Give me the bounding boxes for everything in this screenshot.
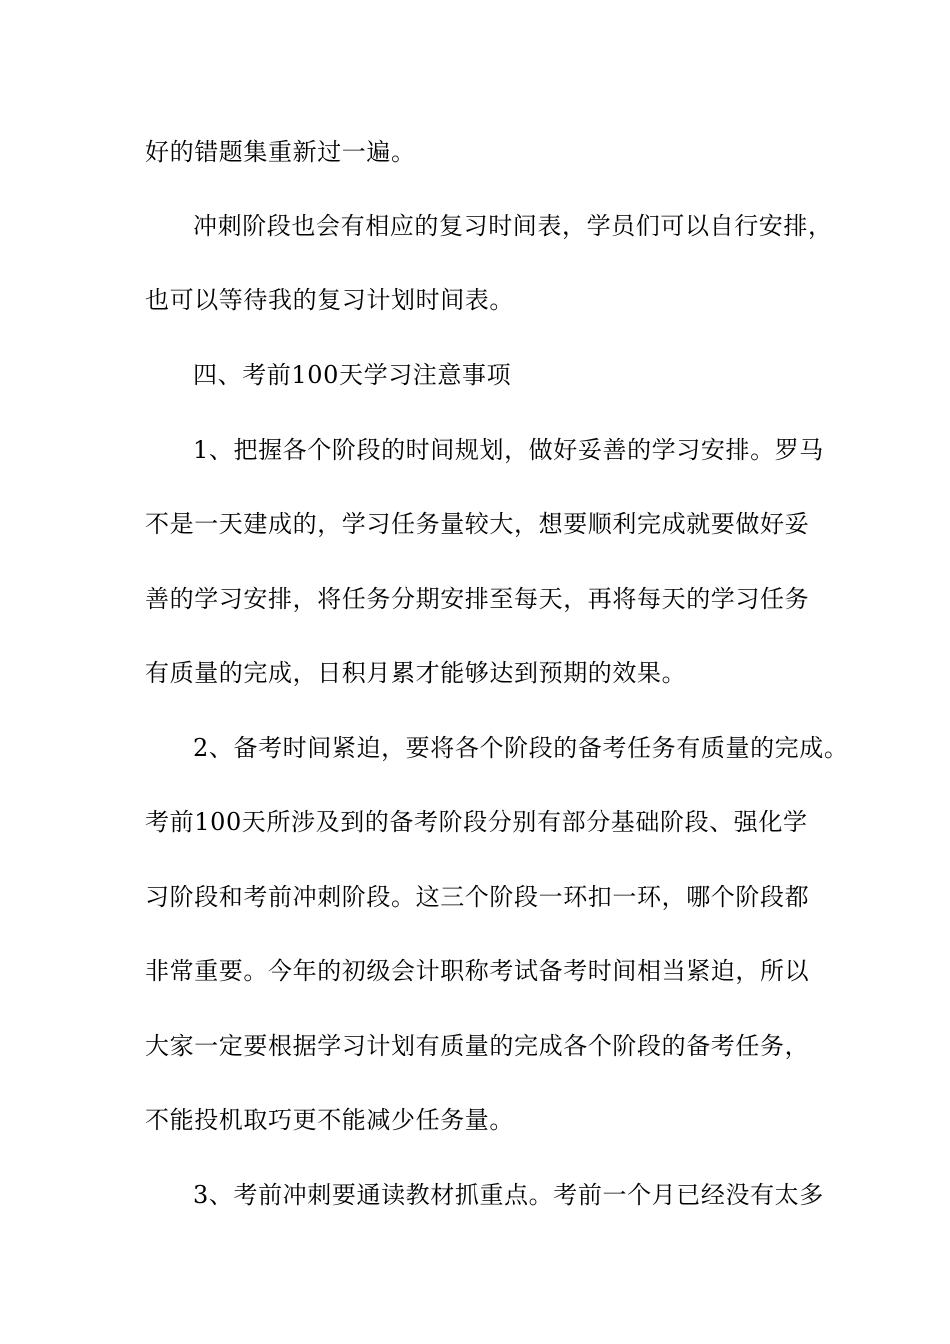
text-line: 也可以等待我的复习计划时间表。 bbox=[145, 286, 514, 314]
text-line: 大家一定要根据学习计划有质量的完成各个阶段的备考任务， bbox=[145, 1032, 810, 1060]
text-line: 不是一天建成的，学习任务量较大，想要顺利完成就要做好妥 bbox=[145, 510, 810, 538]
text-line: 考前100天所涉及到的备考阶段分别有部分基础阶段、强化学 bbox=[145, 808, 808, 836]
paragraph-first-line: 3、考前冲刺要通读教材抓重点。考前一个月已经没有太多 bbox=[193, 1181, 824, 1209]
text-line: 非常重要。今年的初级会计职称考试备考时间相当紧迫，所以 bbox=[145, 957, 810, 985]
section-heading: 四、考前100天学习注意事项 bbox=[193, 361, 512, 389]
text-line: 习阶段和考前冲刺阶段。这三个阶段一环扣一环，哪个阶段都 bbox=[145, 883, 810, 911]
text-line: 不能投机取巧更不能减少任务量。 bbox=[145, 1106, 514, 1134]
text-line: 有质量的完成，日积月累才能够达到预期的效果。 bbox=[145, 659, 687, 687]
paragraph-first-line: 1、把握各个阶段的时间规划，做好妥善的学习安排。罗马 bbox=[193, 436, 824, 464]
text-line: 善的学习安排，将任务分期安排至每天，再将每天的学习任务 bbox=[145, 585, 810, 613]
text-line: 好的错题集重新过一遍。 bbox=[145, 138, 416, 166]
paragraph-first-line: 2、备考时间紧迫，要将各个阶段的备考任务有质量的完成。 bbox=[193, 734, 849, 762]
paragraph-first-line: 冲刺阶段也会有相应的复习时间表，学员们可以自行安排， bbox=[193, 212, 833, 240]
